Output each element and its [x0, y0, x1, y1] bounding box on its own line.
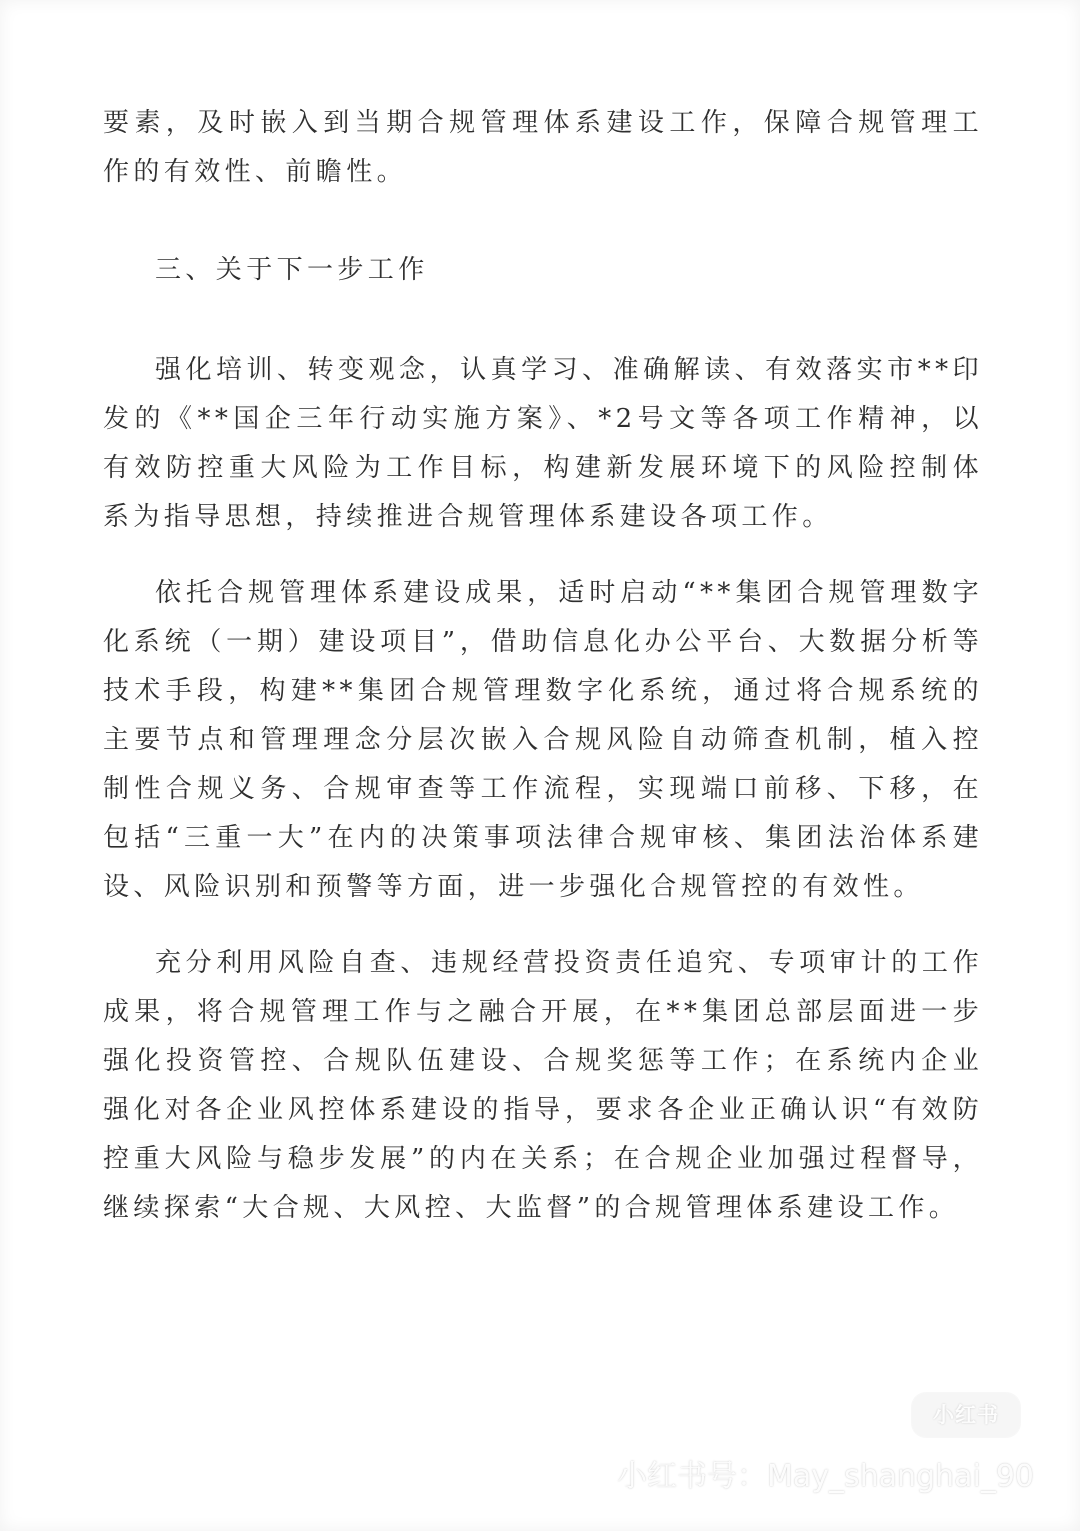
section-heading: 三、关于下一步工作 [155, 255, 429, 285]
watermark-account-id: 小红书号：May_shanghai_90 [616, 1459, 1034, 1494]
continuation-paragraph: 要素，及时嵌入到当期合规管理体系建设工作，保障合规管理工作的有效性、前瞻性。 [103, 108, 983, 187]
paragraph-3: 充分利用风险自查、违规经营投资责任追究、专项审计的工作成果，将合规管理工作与之融合开展，在**集团总部层面进一步强化投资管控、合规队伍建设、合规奖惩等工作；在系统内企业强化对各企业风控体系建设的指导，要求各企业正确认识“有效防控重大风险与稳步发展”的内在关系；在合规企业加强过程督导，继续探索“大合规、大风控、大监督”的合规管理体系建设工作。 [103, 948, 983, 1223]
paragraph-1: 强化培训、转变观念，认真学习、准确解读、有效落实市**印发的《**国企三年行动实施方案》、*2号文等各项工作精神，以有效防控重大风险为工作目标，构建新发展环境下的风险控制体系为指导思想，持续推进合规管理体系建设各项工作。 [103, 355, 983, 532]
watermark-logo: 小红书 [912, 1393, 1020, 1437]
paragraph-2: 依托合规管理体系建设成果，适时启动“**集团合规管理数字化系统（一期）建设项目”，借助信息化办公平台、大数据分析等技术手段，构建**集团合规管理数字化系统，通过将合规系统的主要节点和管理理念分层次嵌入合规风险自动筛查机制，植入控制性合规义务、合规审查等工作流程，实现端口前移、下移，在包括“三重一大”在内的决策事项法律合规审核、集团法治体系建设、风险识别和预警等方面，进一步强化合规管控的有效性。 [103, 578, 983, 902]
